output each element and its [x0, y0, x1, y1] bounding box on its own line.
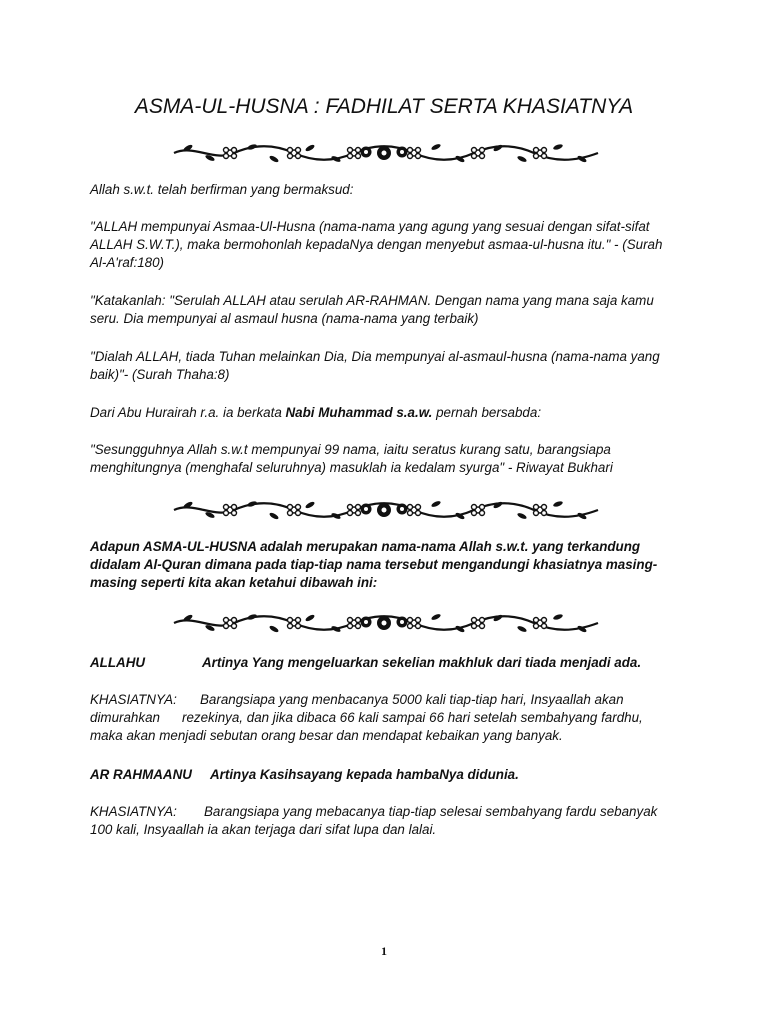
hadith-quote	[90, 441, 690, 477]
khasiat-line-2	[90, 709, 690, 727]
quote3-line-2: baik)"- (Surah Thaha:8)	[90, 367, 230, 382]
khasiat-line-1	[90, 691, 690, 709]
document-title: ASMA-UL-HUSNA : FADHILAT SERTA KHASIATNYA	[134, 95, 634, 118]
quote3-line-1: "Dialah ALLAH, tiada Tuhan melainkan Dia, Dia mempunyai al-asmaul-husna (nama-nama yang	[90, 349, 660, 364]
quote1-line-1: "ALLAH mempunyai Asmaa-Ul-Husna (nama-nama yang agung yang sesuai dengan sifat-sifat	[90, 219, 650, 234]
intro-text	[90, 181, 690, 199]
quote2-line-2: seru. Dia mempunyai al asmaul husna (nama-nama yang terbaik)	[90, 311, 479, 326]
khasiat-text: Barangsiapa yang mebacanya tiap-tiap selesai sembahyang fardu sebanyak	[204, 804, 658, 819]
hadith-intro-pre: Dari Abu Hurairah r.a. ia berkata	[90, 405, 286, 420]
name-entry-allahu	[90, 654, 690, 672]
khasiat-text: dimurahkan	[90, 710, 160, 725]
intro-line: Allah s.w.t. telah berfirman yang bermaksud:	[90, 182, 354, 197]
khasiat-allahu	[90, 691, 690, 745]
quote-al-araf	[90, 218, 690, 272]
floral-divider-top	[170, 140, 602, 166]
name-entry-ar-rahmaanu	[90, 766, 690, 784]
hadith-intro	[90, 404, 690, 422]
khasiat-label: KHASIATNYA:	[90, 804, 177, 819]
hadith-line-1: "Sesungguhnya Allah s.w.t mempunyai 99 nama, iaitu seratus kurang satu, barangsiapa	[90, 442, 611, 457]
quote-thaha	[90, 348, 690, 384]
hadith-intro-post: pernah bersabda:	[432, 405, 542, 420]
name-meaning: Artinya Kasihsayang kepada hambaNya didunia.	[210, 767, 519, 782]
khasiat-line-2: 100 kali, Insyaallah ia akan terjaga dari sifat lupa dan lalai.	[90, 822, 437, 837]
adapun-paragraph	[90, 538, 690, 592]
hadith-line-2: menghitungnya (menghafal seluruhnya) masuklah ia kedalam syurga" - Riwayat Bukhari	[90, 460, 613, 475]
adapun-line-2: didalam Al-Quran dimana pada tiap-tiap nama tersebut mengandungi khasiatnya masing-	[90, 557, 658, 572]
name-label: AR RAHMAANU	[90, 767, 192, 782]
khasiat-text: rezekinya, dan jika dibaca 66 kali sampai 66 hari setelah sembahyang fardhu,	[182, 710, 643, 725]
hadith-intro-prophet: Nabi Muhammad s.a.w.	[285, 405, 433, 420]
name-meaning: Artinya Yang mengeluarkan sekelian makhluk dari tiada menjadi ada.	[202, 655, 642, 670]
adapun-line-3: masing seperti kita akan ketahui dibawah ini:	[90, 575, 378, 590]
quote1-line-2: ALLAH S.W.T.), maka bermohonlah kepadaNya dengan menyebut asmaa-ul-husna itu." - (Surah	[90, 237, 663, 252]
khasiat-ar-rahmaanu	[90, 803, 690, 839]
adapun-line-1: Adapun ASMA-UL-HUSNA adalah merupakan nama-nama Allah s.w.t. yang terkandung	[90, 539, 641, 554]
khasiat-text: Barangsiapa yang menbacanya 5000 kali tiap-tiap hari, Insyaallah akan	[200, 692, 624, 707]
name-label: ALLAHU	[90, 655, 146, 670]
floral-divider-middle	[170, 497, 602, 523]
page-number: 1	[381, 944, 387, 958]
khasiat-label: KHASIATNYA:	[90, 692, 177, 707]
khasiat-line-1	[90, 803, 690, 821]
floral-divider-lower	[170, 610, 602, 636]
quote-katakanlah	[90, 292, 690, 328]
quote2-line-1: "Katakanlah: "Serulah ALLAH atau serulah AR-RAHMAN. Dengan nama yang mana saja kamu	[90, 293, 654, 308]
quote1-line-3: Al-A'raf:180)	[90, 255, 165, 270]
name-heading	[90, 654, 690, 672]
hadith-intro-line	[90, 404, 690, 422]
name-heading	[90, 766, 690, 784]
khasiat-line-3: maka akan menjadi sebutan orang besar dan mendapat kebaikan yang banyak.	[90, 728, 563, 743]
